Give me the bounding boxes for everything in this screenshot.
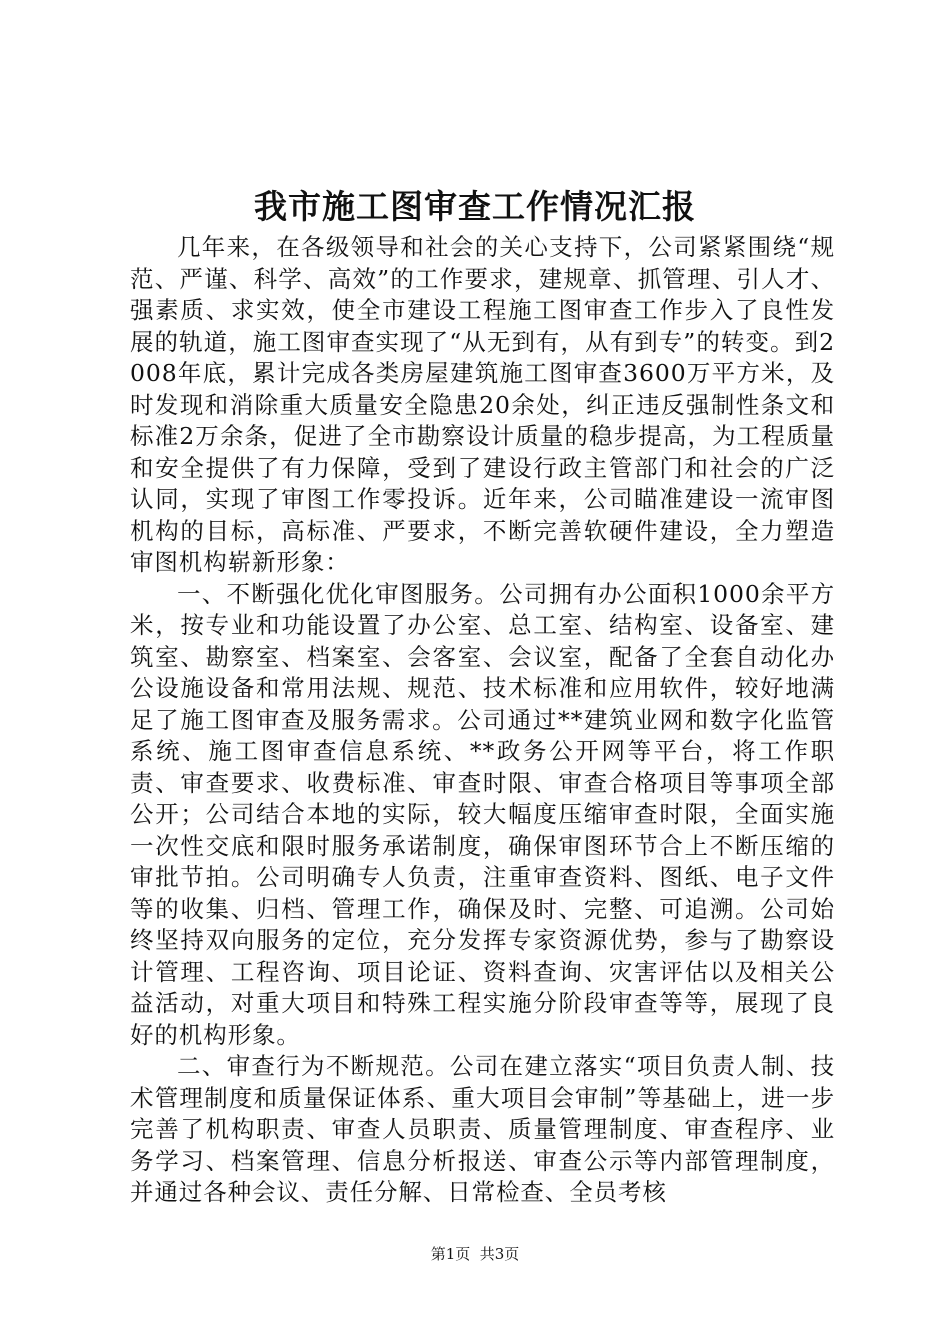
- paragraph-intro: 几年来，在各级领导和社会的关心支持下，公司紧紧围绕“规范、严谨、科学、高效”的工作要求，建规章、抓管理、引人才、强素质、求实效，使全市建设工程施工图审查工作步入了良性发展的轨道，施工图审查实现了“从无到有，从有到专”的转变。到2008年底，累计完成各类房屋建筑施工图审查3600万平方米，及时发现和消除重大质量安全隐患20余处，纠正违反强制性条文和标准2万余条，促进了全市勘察设计质量的稳步提高，为工程质量和安全提供了有力保障，受到了建设行政主管部门和社会的广泛认同，实现了审图工作零投诉。近年来，公司瞄准建设一流审图机构的目标，高标准、严要求，不断完善软硬件建设，全力塑造审图机构崭新形象：: [130, 233, 835, 576]
- paragraph-section-1: 一、不断强化优化审图服务。公司拥有办公面积1000余平方米，按专业和功能设置了办公室、总工室、结构室、设备室、建筑室、勘察室、档案室、会客室、会议室，配备了全套自动化办公设施设备和常用法规、规范、技术标准和应用软件，较好地满足了施工图审查及服务需求。公司通过**建筑业网和数字化监管系统、施工图审查信息系统、**政务公开网等平台，将工作职责、审查要求、收费标准、审查时限、审查合格项目等事项全部公开；公司结合本地的实际，较大幅度压缩审查时限，全面实施一次性交底和限时服务承诺制度，确保审图环节合上不断压缩的审批节拍。公司明确专人负责，注重审查资料、图纸、电子文件等的收集、归档、管理工作，确保及时、完整、可追溯。公司始终坚持双向服务的定位，充分发挥专家资源优势，参与了勘察设计管理、工程咨询、项目论证、资料查询、灾害评估以及相关公益活动，对重大项目和特殊工程实施分阶段审查等等，展现了良好的机构形象。: [130, 579, 835, 1049]
- paragraph-section-2: 二、审查行为不断规范。公司在建立落实“项目负责人制、技术管理制度和质量保证体系、重大项目会审制”等基础上，进一步完善了机构职责、审查人员职责、质量管理制度、审查程序、业务学习、档案管理、信息分析报送、审查公示等内部管理制度，并通过各种会议、责任分解、日常检查、全员考核: [130, 1052, 835, 1206]
- page-number-label: 第1页 共3页: [430, 1245, 520, 1263]
- document-body: [130, 232, 835, 1209]
- page-footer: [0, 1244, 950, 1264]
- document-title: 我市施工图审查工作情况汇报: [254, 187, 696, 226]
